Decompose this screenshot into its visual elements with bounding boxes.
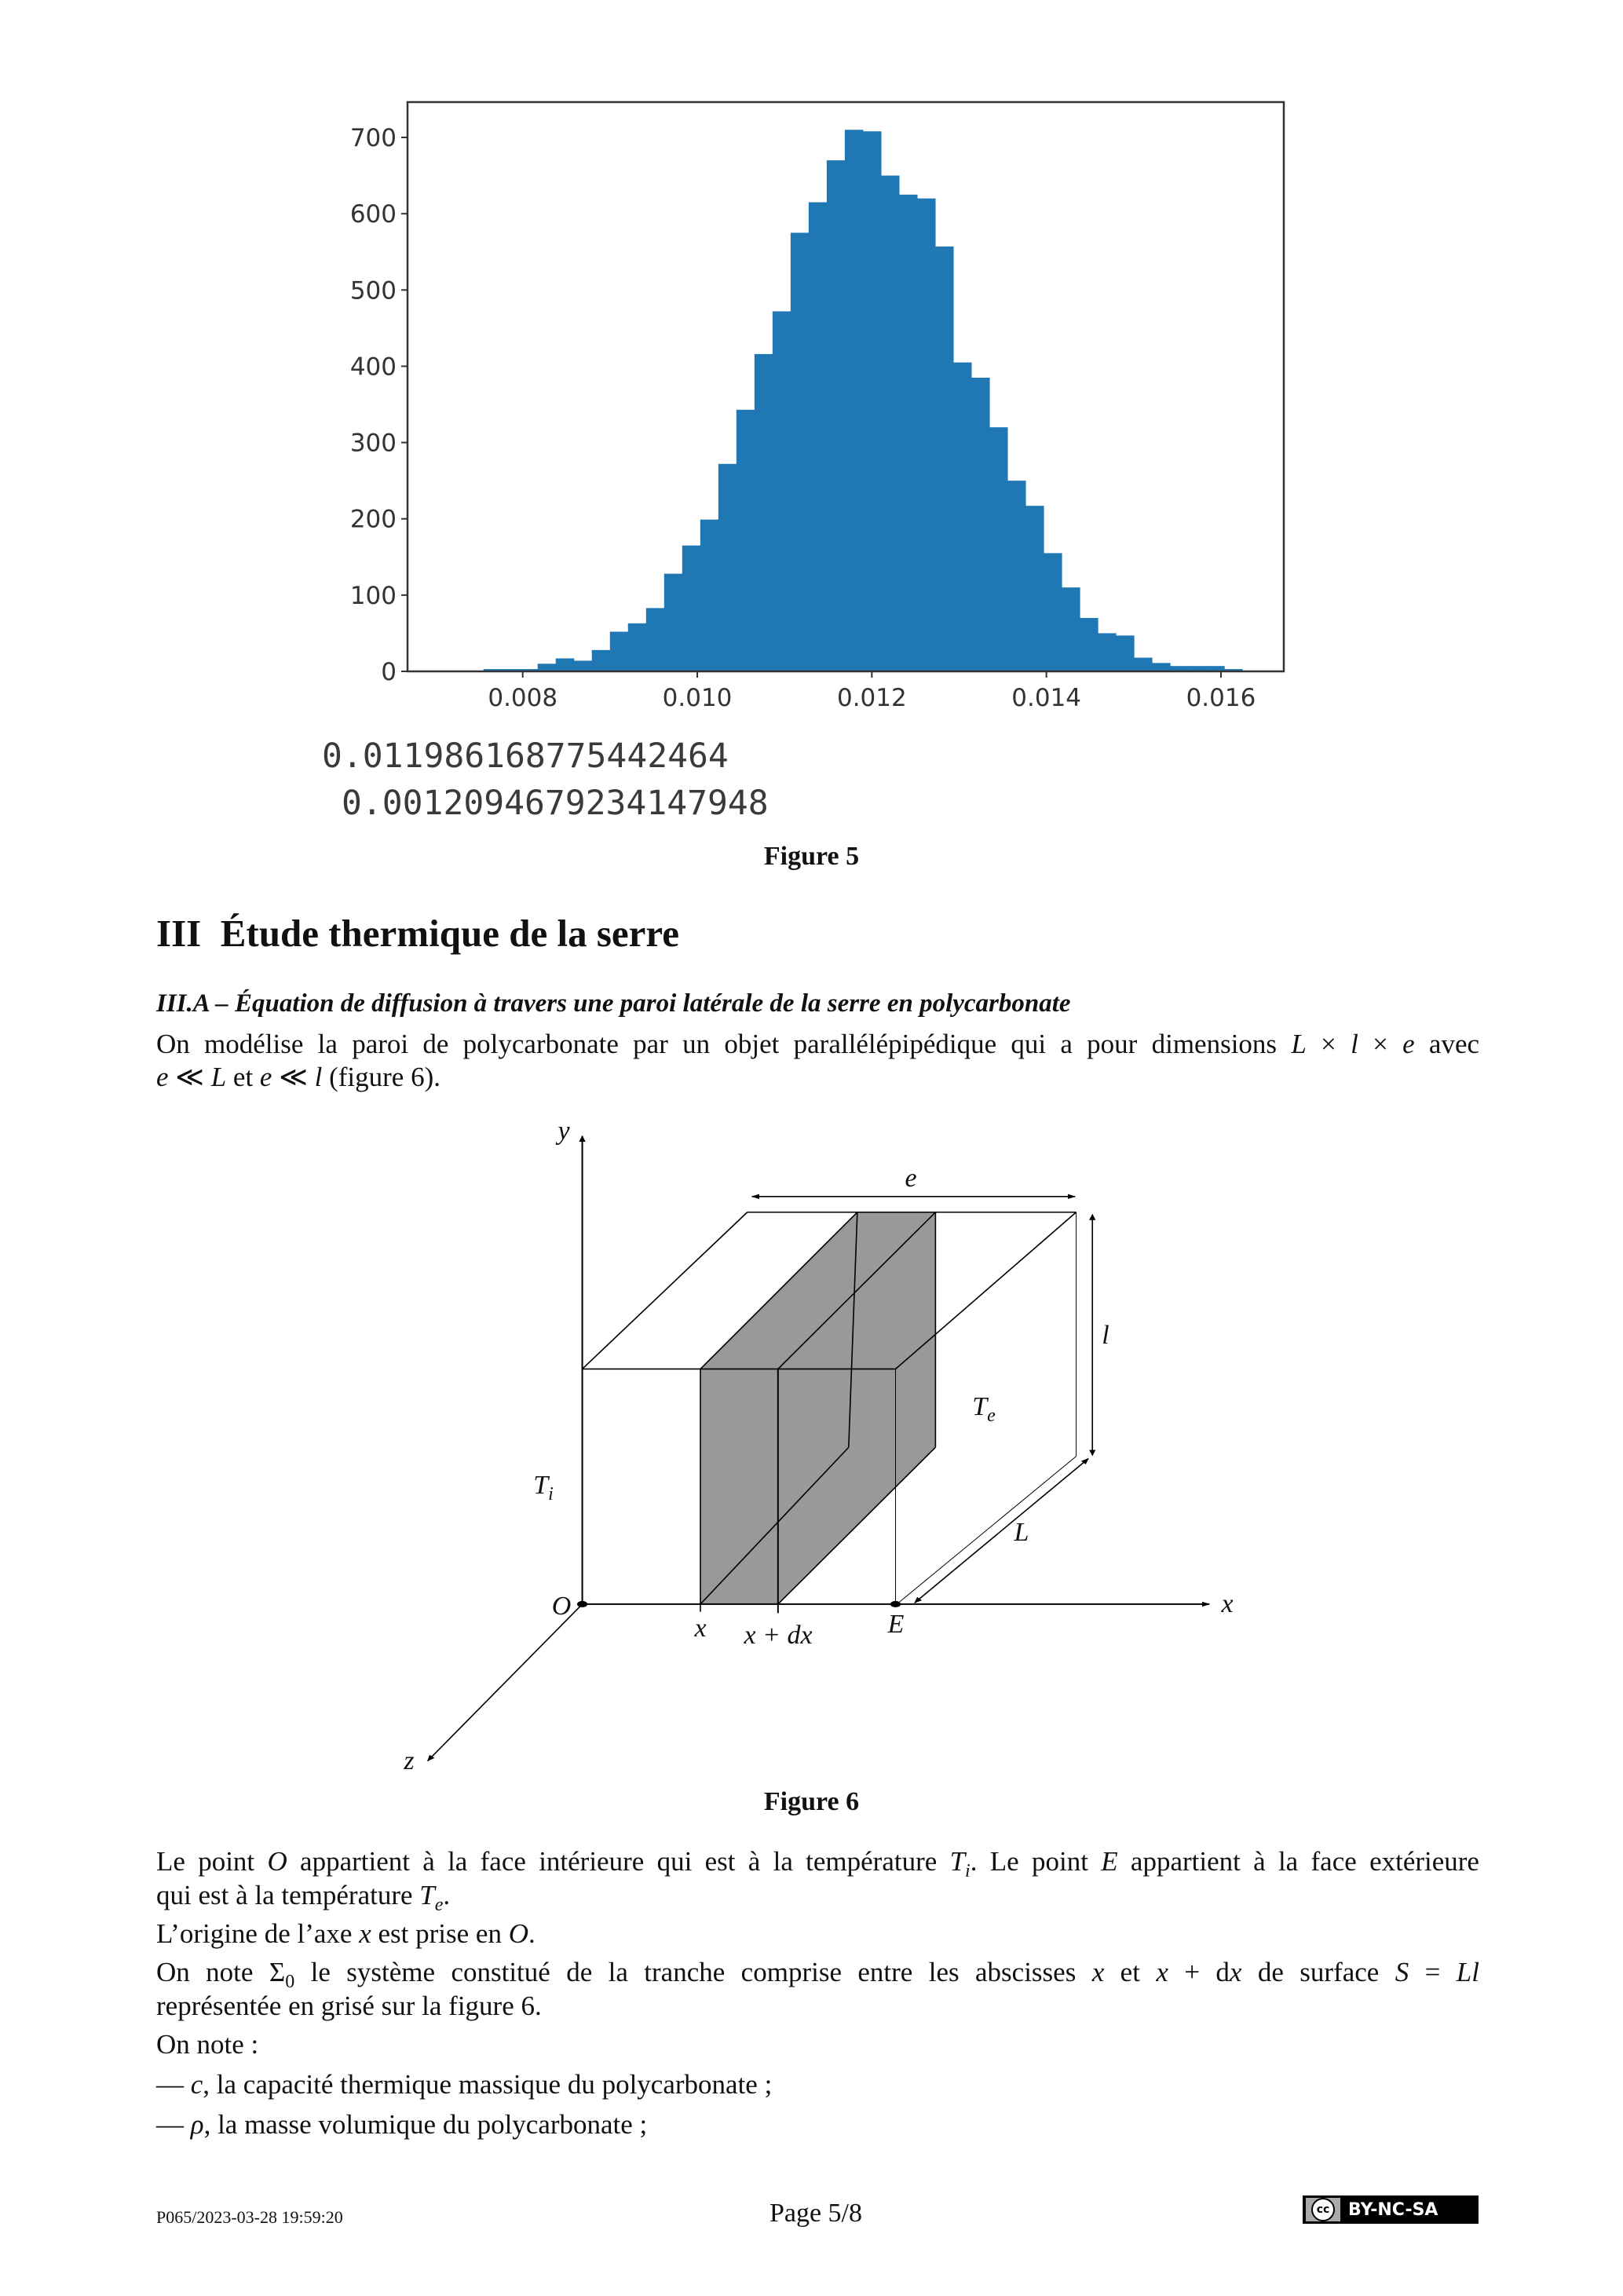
text-segment: x xyxy=(1229,1957,1242,1987)
text-segment: , la masse volumique du polycarbonate ; xyxy=(203,2109,648,2140)
label-x-plus-dx: x + dx xyxy=(744,1621,813,1650)
y-tick-label: 300 xyxy=(349,429,397,458)
license-badge xyxy=(1303,2195,1479,2224)
x-tick-label: 0.016 xyxy=(1186,684,1256,712)
y-tick-label: 600 xyxy=(349,200,397,229)
text-segment: L xyxy=(210,1062,227,1092)
text-segment: = xyxy=(1409,1957,1457,1987)
text-segment: le système constitué de la tranche comprise entre les abscisses xyxy=(294,1957,1092,1987)
histogram-bar xyxy=(646,608,665,671)
histogram-bar xyxy=(827,160,846,671)
histogram-bar xyxy=(989,427,1008,671)
text-segment: l xyxy=(1351,1029,1358,1059)
text-segment: L xyxy=(1291,1029,1307,1059)
text-segment: appartient à la face intérieure qui est à la température xyxy=(287,1846,950,1877)
cc-icon: cc xyxy=(1306,2198,1340,2221)
x-tick-label: 0.014 xyxy=(1011,684,1082,712)
body-line-5 xyxy=(156,1990,1479,2023)
text-segment: x xyxy=(359,1918,371,1949)
figure-5-caption: Figure 5 xyxy=(763,842,860,871)
text-segment: + d xyxy=(1168,1957,1230,1987)
histogram-chart xyxy=(0,0,1623,730)
shaded-slab xyxy=(700,1212,935,1604)
label-E: E xyxy=(887,1610,905,1639)
histogram-bar xyxy=(773,311,791,671)
histogram-bar xyxy=(863,131,882,671)
output-std: 0.0012094679234147948 xyxy=(342,784,769,823)
histogram-bar xyxy=(881,176,900,671)
label-Te xyxy=(972,1392,996,1426)
list-item-rho xyxy=(156,2108,1479,2141)
text-segment: (figure 6). xyxy=(322,1062,440,1092)
histogram-bar xyxy=(1044,553,1062,671)
text-segment: E xyxy=(1101,1846,1118,1877)
label-e: e xyxy=(905,1164,917,1193)
y-tick-label: 200 xyxy=(349,505,397,534)
text-segment: appartient à la face extérieure xyxy=(1117,1846,1479,1877)
histogram-bar xyxy=(556,658,575,671)
text-segment: avec xyxy=(1414,1029,1480,1059)
text-segment: e xyxy=(259,1062,272,1092)
text-segment: On note Σ xyxy=(156,1957,286,1987)
text-segment: et xyxy=(1104,1957,1157,1987)
y-tick-label: 0 xyxy=(381,658,397,686)
text-segment: e xyxy=(434,1895,444,1915)
L-dimension-arrow xyxy=(915,1459,1088,1603)
body-line-6 xyxy=(156,2028,1479,2061)
histogram-bar xyxy=(628,623,647,671)
text-segment: T xyxy=(949,1846,966,1877)
text-segment: Le point xyxy=(156,1846,268,1877)
x-tick-label: 0.008 xyxy=(488,684,558,712)
text-segment: Ll xyxy=(1456,1957,1479,1987)
histogram-bar xyxy=(971,378,990,671)
label-Te-sub: e xyxy=(987,1406,996,1426)
text-segment: S xyxy=(1395,1957,1409,1987)
label-z: z xyxy=(404,1746,415,1775)
text-segment: 0 xyxy=(285,1972,295,1992)
histogram-bar xyxy=(917,199,936,671)
text-segment: . xyxy=(528,1918,536,1949)
text-segment: On modélise la paroi de polycarbonate par un objet parallélépipédique qui a pour dimensions xyxy=(156,1029,1292,1059)
histogram-bar xyxy=(809,203,828,671)
histogram-bar xyxy=(592,650,611,671)
text-segment: l xyxy=(314,1062,323,1092)
text-segment: . xyxy=(443,1880,451,1910)
text-segment: × xyxy=(1306,1029,1351,1059)
histogram-bar xyxy=(610,631,629,671)
y-tick-label: 700 xyxy=(349,124,397,152)
intro-line-1 xyxy=(156,1028,1479,1061)
point-O xyxy=(577,1601,587,1607)
text-segment: qui est à la température xyxy=(156,1880,420,1910)
histogram-bar xyxy=(1116,635,1135,671)
label-x-axis: x xyxy=(1221,1589,1234,1618)
text-segment: c xyxy=(190,2069,203,2100)
point-E xyxy=(890,1601,901,1607)
histogram-bar xyxy=(538,664,557,671)
text-segment: e xyxy=(156,1062,169,1092)
text-segment: — xyxy=(156,2069,191,2100)
text-segment: O xyxy=(267,1846,287,1877)
license-text: BY-NC-SA xyxy=(1348,2199,1438,2220)
intro-line-2 xyxy=(156,1061,1479,1094)
histogram-bar xyxy=(574,660,593,671)
label-Te-main: T xyxy=(972,1392,988,1421)
text-segment: — xyxy=(156,2109,191,2140)
figure-6-diagram xyxy=(378,1102,1281,1806)
histogram-bar xyxy=(718,464,737,671)
label-L: L xyxy=(1014,1518,1029,1547)
list-item-c xyxy=(156,2068,1479,2101)
output-mean: 0.011986168775442464 xyxy=(322,737,729,776)
histogram-bar xyxy=(899,195,918,671)
label-Ti xyxy=(533,1471,554,1504)
histogram-bar xyxy=(1080,618,1098,671)
body-line-3 xyxy=(156,1918,1479,1951)
histogram-bar xyxy=(1152,663,1171,671)
histogram-bar xyxy=(682,546,701,671)
text-segment: T xyxy=(419,1880,435,1910)
histogram-bar xyxy=(1007,481,1026,671)
footer-code: P065/2023-03-28 19:59:20 xyxy=(156,2207,343,2227)
x-tick-label: 0.012 xyxy=(836,684,907,712)
text-segment: ρ xyxy=(190,2109,204,2140)
figure-6-caption: Figure 6 xyxy=(763,1787,860,1816)
label-l: l xyxy=(1102,1321,1109,1350)
text-segment: représentée en grisé sur la figure 6. xyxy=(156,1991,542,2021)
histogram-bar xyxy=(1098,633,1117,671)
text-segment: x xyxy=(1156,1957,1168,1987)
text-segment: L’origine de l’axe xyxy=(156,1918,360,1949)
text-segment: et xyxy=(226,1062,260,1092)
histogram-bar xyxy=(700,520,719,671)
y-tick-label: 400 xyxy=(349,353,397,382)
histogram-bar xyxy=(1025,506,1044,671)
text-segment: . Le point xyxy=(970,1846,1102,1877)
text-segment: i xyxy=(965,1861,971,1881)
label-y: y xyxy=(557,1117,570,1146)
section-title: III Étude thermique de la serre xyxy=(156,912,679,955)
y-tick-label: 500 xyxy=(349,276,397,305)
histogram-bar xyxy=(737,410,755,671)
text-segment: ≪ xyxy=(272,1062,315,1092)
text-segment: e xyxy=(1402,1029,1415,1059)
body-line-4 xyxy=(156,1956,1479,1992)
footer-page-number: Page 5/8 xyxy=(769,2199,863,2228)
histogram-bar xyxy=(1134,658,1153,671)
text-segment: × xyxy=(1358,1029,1403,1059)
text-segment: O xyxy=(508,1918,528,1949)
z-axis xyxy=(428,1604,583,1761)
body-line-1 xyxy=(156,1845,1479,1881)
histogram-bar xyxy=(935,247,954,671)
histogram-bar xyxy=(755,354,773,671)
histogram-bar xyxy=(664,574,683,671)
label-Ti-sub: i xyxy=(548,1484,554,1504)
text-segment: est prise en xyxy=(371,1918,509,1949)
text-segment: , la capacité thermique massique du polycarbonate ; xyxy=(203,2069,773,2100)
histogram-bar xyxy=(953,363,972,671)
subsection-title: III.A – Équation de diffusion à travers une paroi latérale de la serre en polycarbonate xyxy=(156,989,1071,1018)
text-segment: ≪ xyxy=(168,1062,211,1092)
label-O: O xyxy=(551,1592,572,1621)
histogram-bar xyxy=(1062,587,1080,671)
label-x: x xyxy=(694,1614,707,1643)
histogram-bar xyxy=(791,232,810,671)
x-tick-label: 0.010 xyxy=(662,684,733,712)
text-segment: x xyxy=(1091,1957,1105,1987)
label-Ti-main: T xyxy=(533,1471,549,1500)
histogram-bar xyxy=(845,130,864,671)
body-line-2 xyxy=(156,1879,1479,1915)
text-segment: On note : xyxy=(156,2029,259,2060)
y-tick-label: 100 xyxy=(349,581,397,610)
text-segment: de surface xyxy=(1241,1957,1395,1987)
